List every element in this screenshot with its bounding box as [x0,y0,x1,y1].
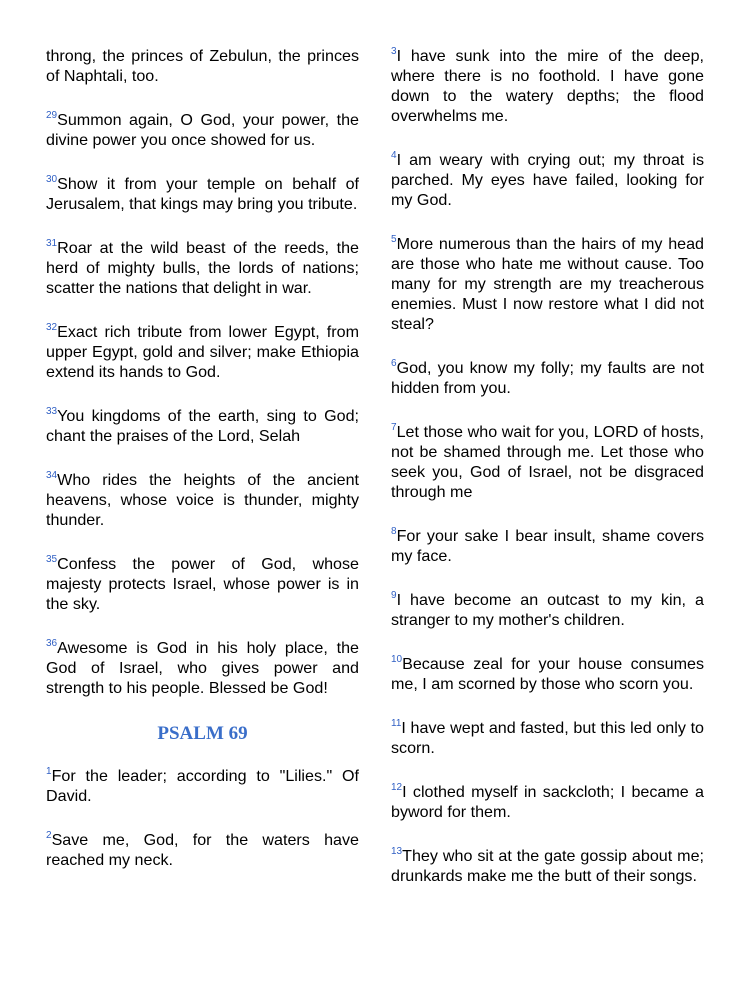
verse-30 [46,174,359,214]
verse-text: They who sit at the gate gossip about me; drunkards make me the butt of their songs. [391,847,704,885]
verse-number: 2 [46,830,52,841]
verse-continuation [46,46,359,86]
verse-number: 1 [46,766,52,777]
verse-text: God, you know my folly; my faults are not hidden from you. [391,359,704,397]
verse-9 [391,590,704,630]
verse-10 [391,654,704,694]
verse-number: 32 [46,322,58,333]
verse-36 [46,638,359,698]
verse-number: 11 [391,718,402,729]
verse-text: More numerous than the hairs of my head are those who hate me without cause. Too many for my strength are my treacherous enemies. Must I now restore what I did not steal? [391,235,704,333]
verse-text: Exact rich tribute from lower Egypt, from upper Egypt, gold and silver; make Ethiopia extend its hands to God. [46,323,359,381]
verse-8 [391,526,704,566]
verse-6 [391,358,704,398]
verse-33 [46,406,359,446]
verse-34 [46,470,359,530]
verse-32 [46,322,359,382]
verse-text: I have become an outcast to my kin, a stranger to my mother's children. [391,591,704,629]
verse-number: 30 [46,174,58,185]
verse-number: 33 [46,406,58,417]
verse-number: 9 [391,590,397,601]
verse-5 [391,234,704,334]
psalm-heading: PSALM 69 [157,723,248,744]
verse-text: I clothed myself in sackcloth; I became a byword for them. [391,783,704,821]
verse-number: 34 [46,470,58,481]
verse-number: 6 [391,358,397,369]
verse-12 [391,782,704,822]
verse-text: Show it from your temple on behalf of Jerusalem, that kings may bring you tribute. [46,175,359,213]
verse-number: 12 [391,782,403,793]
verse-1 [46,766,359,806]
verse-text: Because zeal for your house consumes me, I am scorned by those who scorn you. [391,655,704,693]
verse-number: 29 [46,110,58,121]
verse-29 [46,110,359,150]
verse-number: 3 [391,46,397,57]
verse-text: Confess the power of God, whose majesty protects Israel, whose power is in the sky. [46,555,359,613]
verse-7 [391,422,704,502]
verse-2 [46,830,359,870]
verse-text: Awesome is God in his holy place, the God of Israel, who gives power and strength to his people. Blessed be God! [46,639,359,697]
verse-number: 31 [46,238,58,249]
verse-13 [391,846,704,886]
verse-number: 35 [46,554,58,565]
verse-number: 7 [391,422,397,433]
verse-number: 5 [391,234,397,245]
verse-text: I am weary with crying out; my throat is parched. My eyes have failed, looking for my God. [391,151,704,209]
verse-number: 10 [391,654,403,665]
verse-text: Summon again, O God, your power, the divine power you once showed for us. [46,111,359,149]
verse-11 [391,718,704,758]
verse-3 [391,46,704,126]
verse-number: 4 [391,150,397,161]
verse-text: You kingdoms of the earth, sing to God; chant the praises of the Lord, Selah [46,407,359,445]
verse-text: Who rides the heights of the ancient heavens, whose voice is thunder, mighty thunder. [46,471,359,529]
verse-text: For the leader; according to "Lilies." Of David. [46,767,359,805]
verse-text: I have sunk into the mire of the deep, where there is no foothold. I have gone down to the watery depths; the flood overwhelms me. [391,47,704,125]
left-column [46,46,359,894]
verse-text: Roar at the wild beast of the reeds, the herd of mighty bulls, the lords of nations; scatter the nations that delight in war. [46,239,359,297]
verse-31 [46,238,359,298]
verse-text: I have wept and fasted, but this led only to scorn. [391,719,704,757]
verse-text: For your sake I bear insult, shame covers my face. [391,527,704,565]
verse-text: throng, the princes of Zebulun, the princes of Naphtali, too. [46,47,359,85]
verse-4 [391,150,704,210]
verse-number: 13 [391,846,403,857]
verse-text: Let those who wait for you, LORD of hosts, not be shamed through me. Let those who seek you, God of Israel, not be disgraced through me [391,423,704,501]
verse-35 [46,554,359,614]
right-column [391,46,704,910]
verse-number: 8 [391,526,397,537]
verse-number: 36 [46,638,58,649]
verse-text: Save me, God, for the waters have reached my neck. [46,831,359,869]
